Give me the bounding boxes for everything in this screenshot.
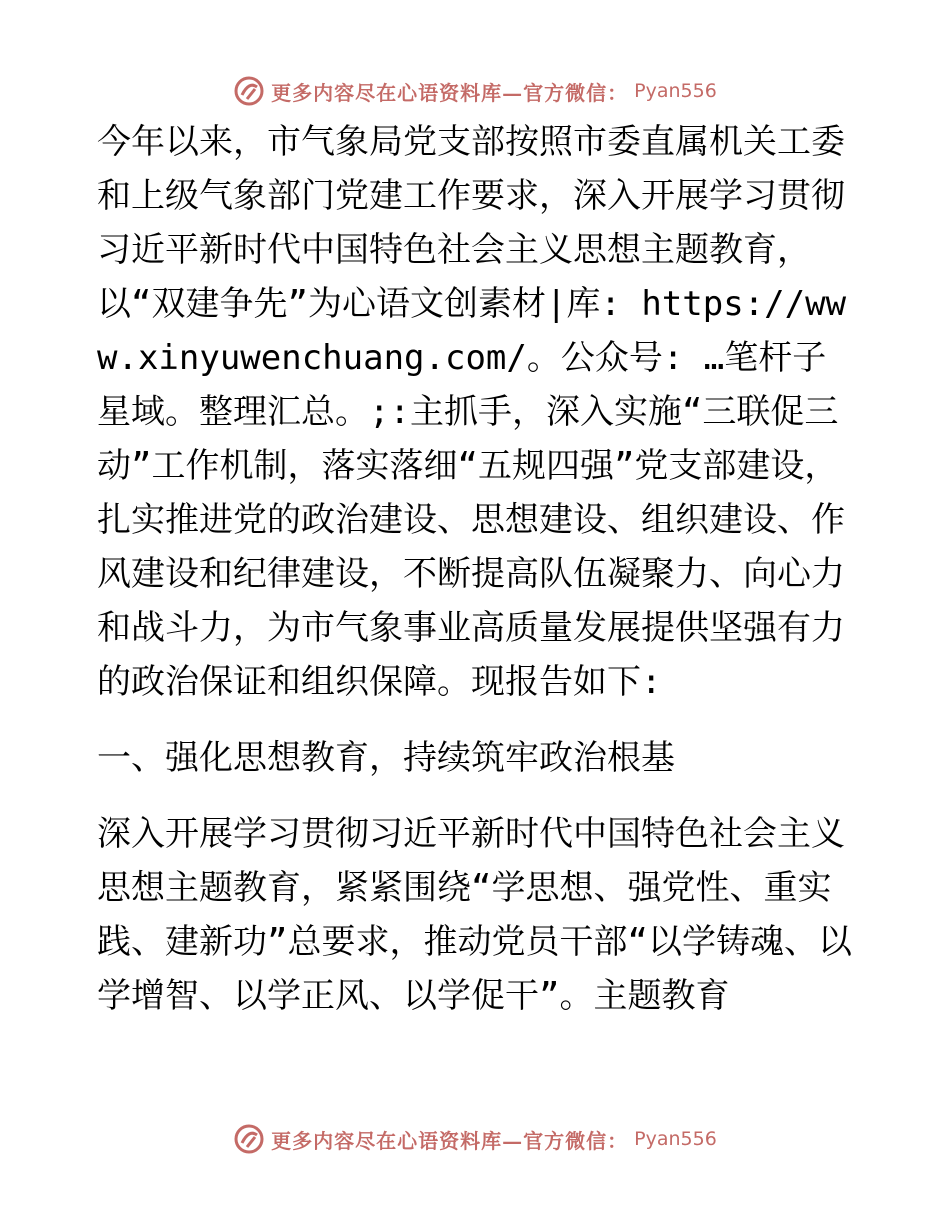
paragraph-intro: 今年以来，市气象局党支部按照市委直属机关工委和上级气象部门党建工作要求，深入开展学习贯彻习近平新时代中国特色社会主义思想主题教育，以“双建争先”为心语文创素材|库: https://www.xinyuwenchuang.com/。公众号: …笔杆子星域。整理汇总。;:主抓手，深入实施“三联促三动”工作机制，落实落细“五规四强”党支部建设，扎实推进党的政治建设、思想建设、组织建设、作风建设和纪律建设，不断提高队伍凝聚力、向心力和战斗力，为市气象事业高质量发展提供坚强有力的政治保证和组织保障。现报告如下:	[97, 122, 847, 702]
document-body	[97, 115, 857, 1023]
watermark-text: 更多内容尽在心语资料库—官方微信：	[271, 80, 629, 105]
brand-logo-icon	[233, 75, 265, 107]
paragraph-section-1: 深入开展学习贯彻习近平新时代中国特色社会主义思想主题教育，紧紧围绕“学思想、强党性、重实践、建新功”总要求，推动党员干部“以学铸魂、以学增智、以学正风、以学促干”。主题教育	[97, 814, 852, 1016]
header-watermark-banner	[0, 71, 950, 111]
brand-logo-icon	[233, 1123, 265, 1155]
section-heading-1: 一、强化思想教育，持续筑牢政治根基	[97, 738, 675, 778]
watermark-wechat-id: Pyan556	[634, 80, 717, 102]
footer-watermark-banner	[0, 1119, 950, 1159]
watermark-text: 更多内容尽在心语资料库—官方微信：	[271, 1128, 629, 1153]
watermark-wechat-id: Pyan556	[634, 1128, 717, 1150]
